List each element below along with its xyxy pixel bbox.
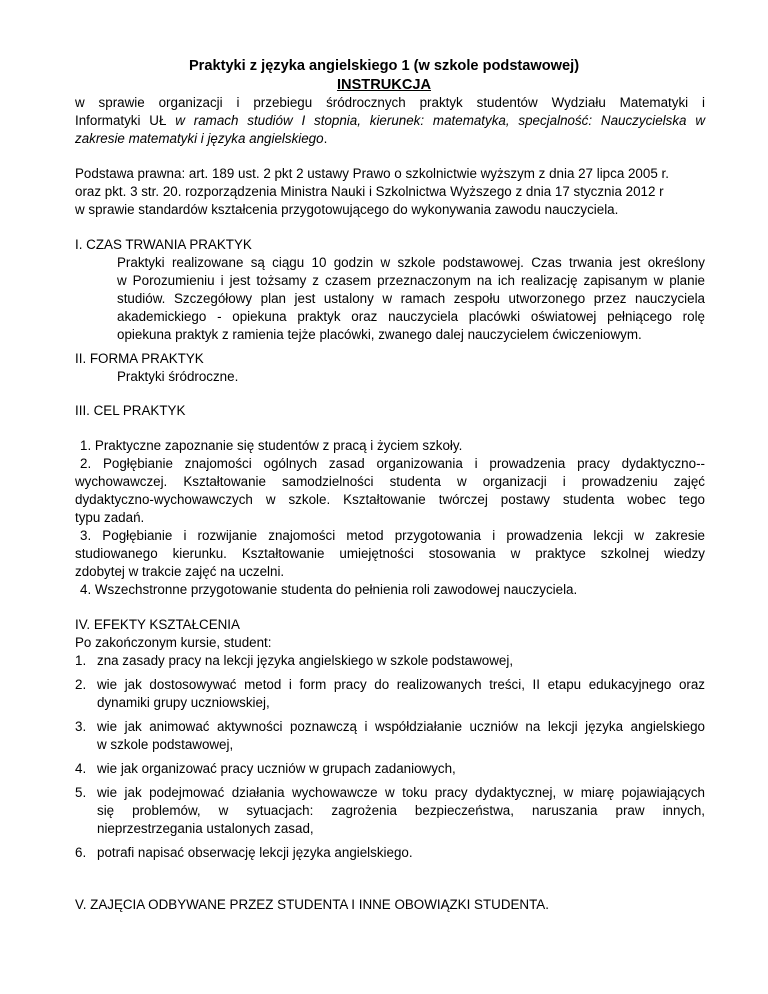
list-item-number: 2. [75,677,87,692]
section-3-line: zdobytej w trakcie zajęć na uczelni. [75,564,285,579]
section-1-line: akademickiego - opiekuna praktyk oraz nauczyciela placówki oświatowej pełniącego rolę [117,309,705,324]
list-item-number: 5. [75,785,87,800]
section-5-heading: V. ZAJĘCIA ODBYWANE PRZEZ STUDENTA I INNE OBOWIĄZKI STUDENTA. [75,897,549,912]
list-item-text: wie jak dostosowywać metod i form pracy do realizowanych treści, II etapu edukacyjnego oraz [97,677,705,692]
section-3-line: typu zadań. [75,510,145,525]
list-item-text: nieprzestrzegania ustalonych zasad, [97,821,314,836]
section-1-line: studiów. Szczegółowy plan jest ustalony w ramach zespołu utworzonego przez nauczyciela [117,291,705,306]
list-item-number: 1. [75,653,87,668]
section-1-line: w Porozumieniu i jest tożsamy z czasem przeznaczonym na ich realizację zapisanym w planie [117,273,705,288]
list-item-number: 6. [75,845,87,860]
section-2-heading: II. FORMA PRAKTYK [75,351,204,366]
section-3-heading: III. CEL PRAKTYK [75,403,186,418]
intro-line-3: zakresie matematyki i języka angielskiego. [75,131,328,146]
document-title: Praktyki z języka angielskiego 1 (w szkole podstawowej) [188,58,580,74]
section-3-line: wychowawczej. Kształtowanie samodzielności studenta w organizacji i prowadzeniu zajęć [75,474,705,489]
document-subtitle: INSTRUKCJA [336,77,432,93]
legal-line-2: oraz pkt. 3 str. 20. rozporządzenia Ministra Nauki i Szkolnictwa Wyższego z dnia 17 stycznia 2012 r [75,184,664,199]
section-1-line: opiekuna praktyk z ramienia tejże placówki, zwanego dalej nauczycielem ćwiczeniowym. [117,327,642,342]
list-item-text: wie jak podejmować działania wychowawcze w toku pracy dydaktycznej, w miarę pojawiających [97,785,705,800]
list-item-text: dynamiki grupy uczniowskiej, [97,695,270,710]
intro-line-1: w sprawie organizacji i przebiegu śródrocznych praktyk studentów Wydziału Matematyki i [75,95,705,110]
legal-line-1: Podstawa prawna: art. 189 ust. 2 pkt 2 ustawy Prawo o szkolnictwie wyższym z dnia 27 lipca 2005 r. [75,166,669,181]
list-item-number: 3. [75,719,87,734]
list-item-text: zna zasady pracy na lekcji języka angielskiego w szkole podstawowej, [97,653,514,668]
section-3-line: 3. Pogłębianie i rozwijanie znajomości metod przygotowania i prowadzenia lekcji w zakresie [80,528,705,543]
section-4-lead: Po zakończonym kursie, student: [75,635,272,650]
section-1-line: Praktyki realizowane są ciągu 10 godzin w szkole podstawowej. Czas trwania jest określony [117,255,705,270]
list-item-text: wie jak organizować pracy uczniów w grupach zadaniowych, [97,761,456,776]
section-1-heading: I. CZAS TRWANIA PRAKTYK [75,237,252,252]
section-3-line: dydaktyczno-wychowawczych w szkole. Kształtowanie twórczej postawy studenta wobec tego [75,492,705,507]
section-2-text: Praktyki śródroczne. [117,369,239,384]
legal-line-3: w sprawie standardów kształcenia przygotowującego do wykonywania zawodu nauczyciela. [75,202,619,217]
section-3-line: 1. Praktyczne zapoznanie się studentów z pracą i życiem szkoły. [80,438,463,453]
list-item-number: 4. [75,761,87,776]
section-4-heading: IV. EFEKTY KSZTAŁCENIA [75,617,240,632]
section-3-line: 2. Pogłębianie znajomości ogólnych zasad organizowania i prowadzenia pracy dydaktyczno-- [80,456,705,471]
section-3-line: 4. Wszechstronne przygotowanie studenta do pełnienia roli zawodowej nauczyciela. [80,582,578,597]
list-item-text: wie jak animować aktywności poznawczą i współdziałanie uczniów na lekcji języka angielskiego [97,719,705,734]
list-item-text: się problemów, w sytuacjach: zagrożenia bezpieczeństwa, naruszania praw innych, [97,803,705,818]
list-item-text: potrafi napisać obserwację lekcji języka angielskiego. [97,845,413,860]
intro-line-2: Informatyki UŁ w ramach studiów I stopnia, kierunek: matematyka, specjalność: Nauczycielska w [75,113,705,128]
section-3-line: studiowanego kierunku. Kształtowanie umiejętności stosowania w praktyce szkolnej wiedzy [75,546,705,561]
list-item-text: w szkole podstawowej, [97,737,234,752]
